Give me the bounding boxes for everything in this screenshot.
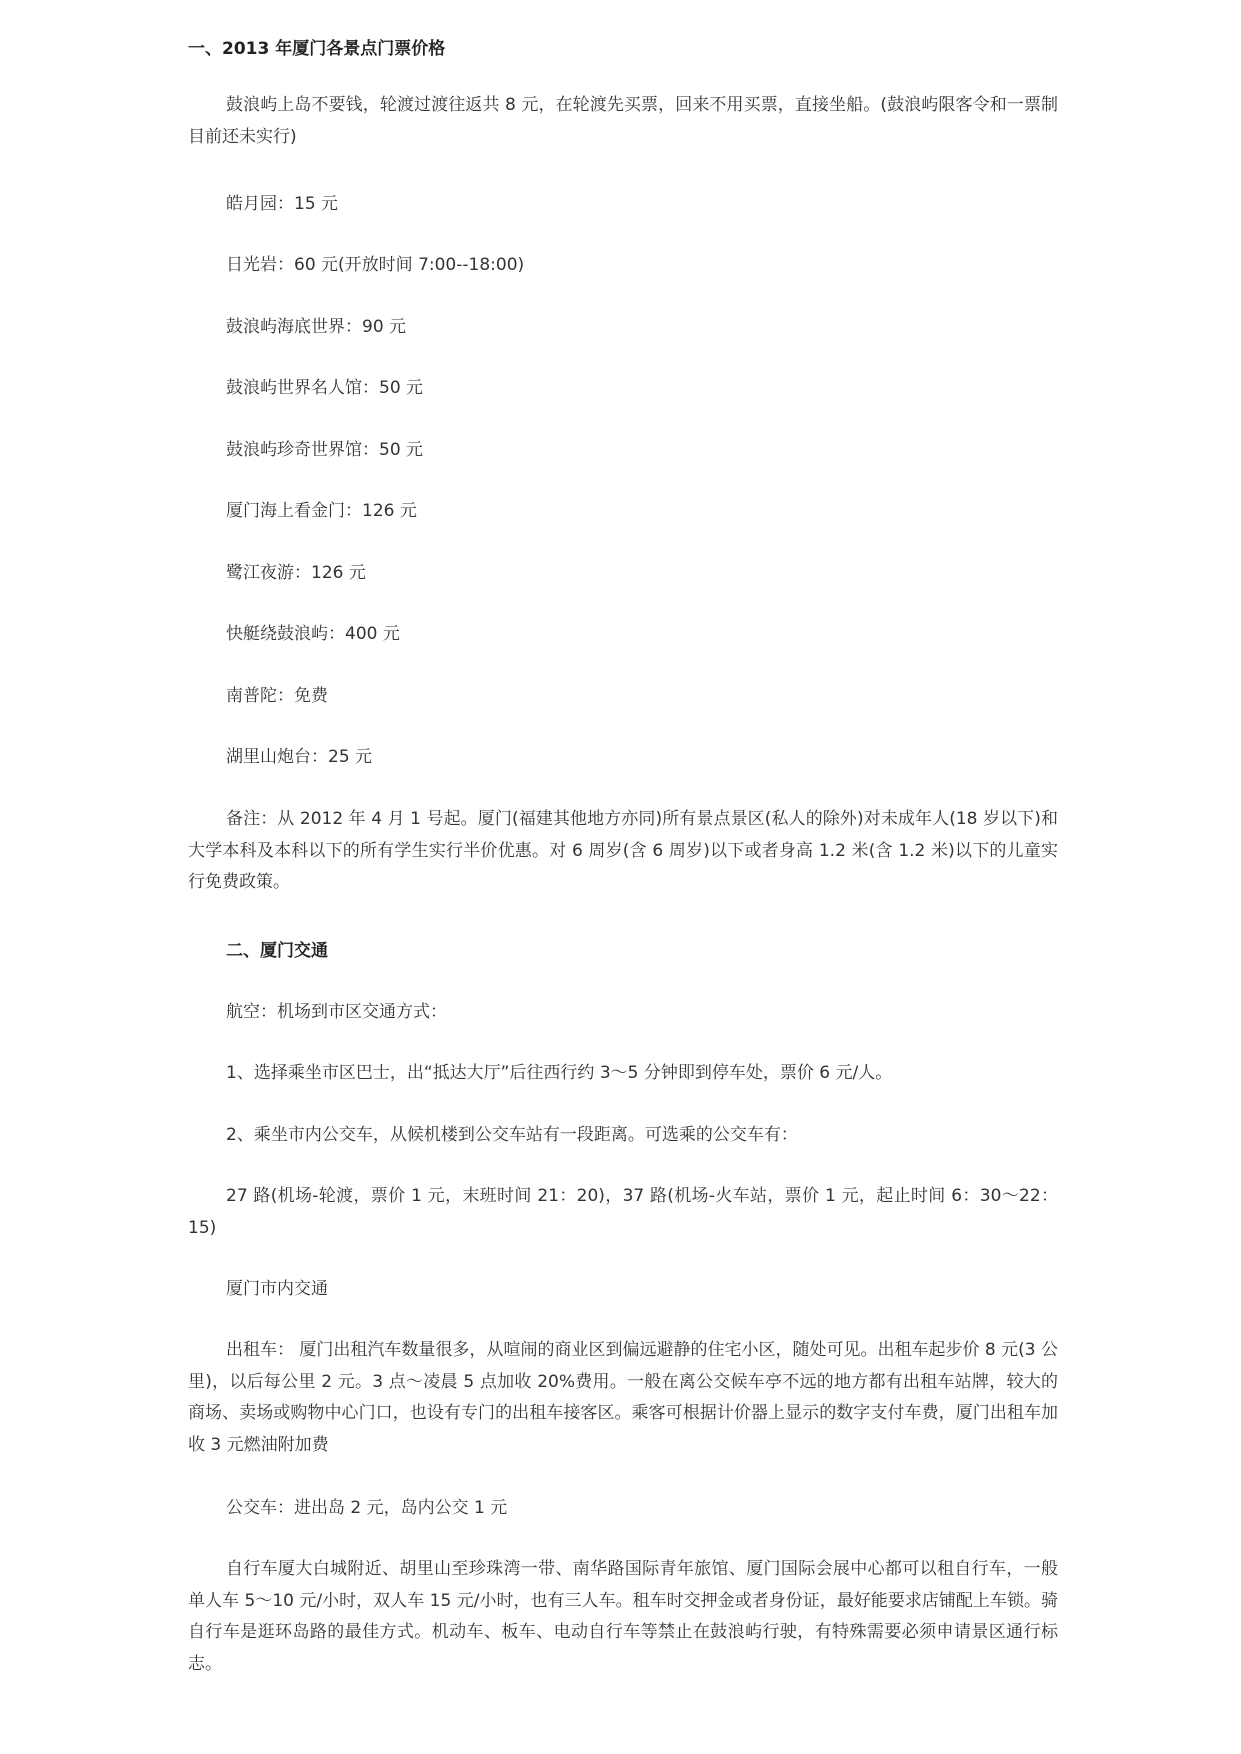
section-1-intro: 鼓浪屿上岛不要钱，轮渡过渡往返共 8 元，在轮渡先买票，回来不用买票，直接坐船。(鼓浪屿限客令和一票制目前还未实行) <box>188 95 1058 147</box>
price-item: 皓月园：15 元 <box>226 194 339 214</box>
price-item: 日光岩：60 元(开放时间 7:00--18:00) <box>226 255 525 275</box>
bus-routes: 27 路(机场-轮渡，票价 1 元，末班时间 21：20)，37 路(机场-火车站，票价 1 元，起止时间 6：30～22：15) <box>188 1186 1058 1238</box>
price-note: 备注：从 2012 年 4 月 1 号起。厦门(福建其他地方亦同)所有景点景区(私人的除外)对未成年人(18 岁以下)和大学本科及本科以下的所有学生实行半价优惠。对 6 周岁(含 6 周岁)以下或者身高 1.2 米(含 1.2 米)以下的儿童实行免费政策。 <box>188 809 1058 892</box>
air-option-1: 1、选择乘坐市区巴士，出“抵达大厅”后往西行约 3～5 分钟即到停车处，票价 6 元/人。 <box>226 1063 893 1083</box>
price-item: 鼓浪屿海底世界：90 元 <box>226 317 407 337</box>
section-1-heading: 一、2013 年厦门各景点门票价格 <box>188 39 446 59</box>
air-transport-title: 航空：机场到市区交通方式： <box>226 1002 447 1022</box>
air-option-2: 2、乘坐市内公交车，从候机楼到公交车站有一段距离。可选乘的公交车有： <box>226 1125 798 1145</box>
price-item: 厦门海上看金门：126 元 <box>226 501 417 521</box>
price-item: 鼓浪屿珍奇世界馆：50 元 <box>226 440 424 460</box>
taxi-info: 出租车： 厦门出租汽车数量很多，从喧闹的商业区到偏远避静的住宅小区，随处可见。出租车起步价 8 元(3 公里)，以后每公里 2 元。3 点～凌晨 5 点加收 20%费用。一般在离公交候车亭不远的地方都有出租车站牌，较大的商场、卖场或购物中心门口，也设有专门的出租车接客区。乘客可根据计价器上显示的数字支付车费，厦门出租车加收 3 元燃油附加费 <box>188 1340 1058 1455</box>
price-item: 快艇绕鼓浪屿：400 元 <box>226 624 400 644</box>
bike-info: 自行车厦大白城附近、胡里山至珍珠湾一带、南华路国际青年旅馆、厦门国际会展中心都可以租自行车，一般单人车 5～10 元/小时，双人车 15 元/小时，也有三人车。租车时交押金或者身份证，最好能要求店铺配上车锁。骑自行车是逛环岛路的最佳方式。机动车、板车、电动自行车等禁止在鼓浪屿行驶，有特殊需要必须申请景区通行标志。 <box>188 1559 1058 1674</box>
price-item: 湖里山炮台：25 元 <box>226 747 373 767</box>
section-2-heading: 二、厦门交通 <box>226 941 328 961</box>
bus-info: 公交车：进出岛 2 元，岛内公交 1 元 <box>226 1498 508 1518</box>
city-transport-title: 厦门市内交通 <box>226 1279 328 1299</box>
price-item: 南普陀：免费 <box>226 686 328 706</box>
price-item: 鼓浪屿世界名人馆：50 元 <box>226 378 424 398</box>
price-item: 鹭江夜游：126 元 <box>226 563 366 583</box>
